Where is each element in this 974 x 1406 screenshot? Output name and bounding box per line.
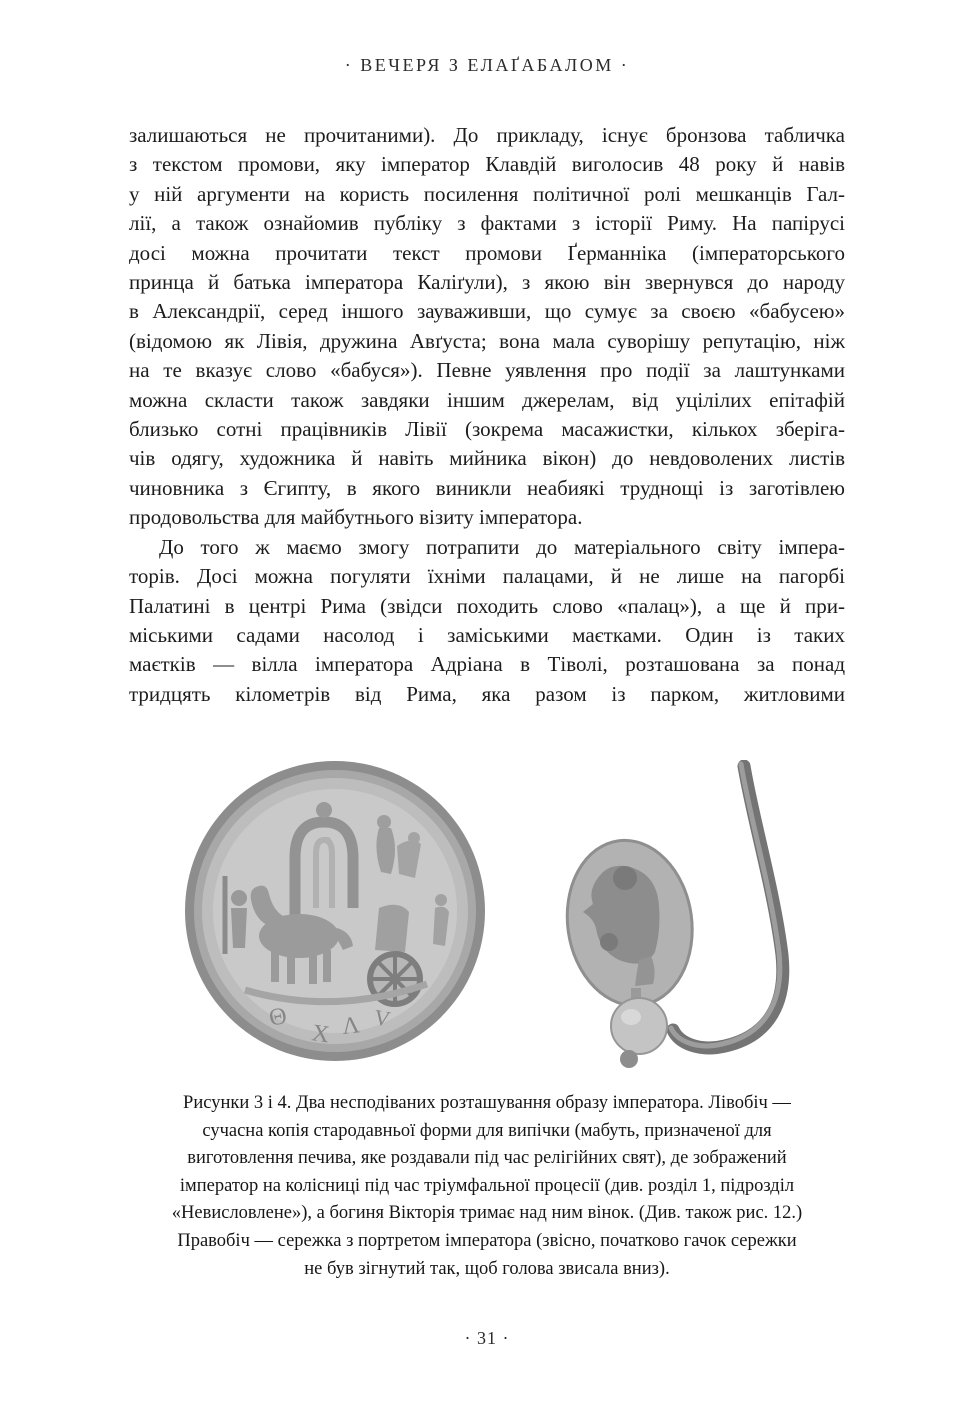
paragraph-2: До того ж маємо змогу потрапити до матеріального світу імпера- торів. Досі можна погуляти їхніми палацами, й не лише на пагорбі Палатині в центрі Рима (звідси походить слово «палац»), а ще й при- міськими садами насолод і заміськими маєтками. Один із таких маєтків — вілла імператора Адріана в Тіволі, розташована за понад тридцять кілометрів від Рима, яка разом із парком, житловими [129,534,845,706]
page-number: · 31 · [464,1328,510,1348]
figure-images [0,756,974,1086]
running-header: · ВЕЧЕРЯ З ЕЛАҐАБАЛОМ · [344,55,630,75]
svg-text:Θ: Θ [266,1002,290,1032]
paragraph-1: залишаються не прочитаними). До прикладу, існує бронзова табличка з текстом промови, яку імператор Клавдій виголосив 48 року й навів у ній аргументи на користь посилення політичної ролі мешканців Гал- лії, а також ознайомив публіку з фактами з історії Риму. На папірусі досі можна прочитати текст промови Ґерманніка (імператорського принца й батька імператора Каліґули), з якою він звернувся до народу в Александрії, серед іншого зауваживши, що сумує за своєю «бабусею» (відомою як Лівія, дружина Авґуста; вона мала суворішу репутацію, ніж на те вказує слово «бабуся»). Певне уявлення про події за лаштунками можна скласти також завдяки іншим джерелам, від уцілілих епітафій близько сотні працівників Лівії (зокрема масажистки, кількох зберіга- чів одягу, художника й навіть мийника вікон) до невдоволених листів чиновника з Єгипту, в якого виникли неабиякі труднощі із заготівлею продовольства для майбутнього візиту імператора. [129,123,845,530]
svg-text:Λ: Λ [340,1012,361,1040]
body-text [129,121,845,709]
svg-text:V: V [372,1004,393,1032]
svg-text:X: X [310,1020,331,1049]
earring-photo [563,760,813,1080]
earring-portrait-medallion [563,832,703,1014]
figure-caption: Рисунки 3 і 4. Два несподіваних розташування образу імператора. Лівобіч — сучасна копія стародавньої форми для випічки (мабуть, призначеної для виготовлення печива, яке роздавали під час релігійних свят), де зображений імператор на колісниці під час тріумфальної процесії (див. розділ 1, підрозділ «Невисловлене»), а богиня Вікторія тримає над ним вінок. (Див. також рис. 12.) Правобіч — сережка з портретом імператора (звісно, початково гачок сережки не був зігнутий так, щоб голова звисала вниз). [171,1093,803,1279]
baking-mold-photo [183,758,488,1063]
